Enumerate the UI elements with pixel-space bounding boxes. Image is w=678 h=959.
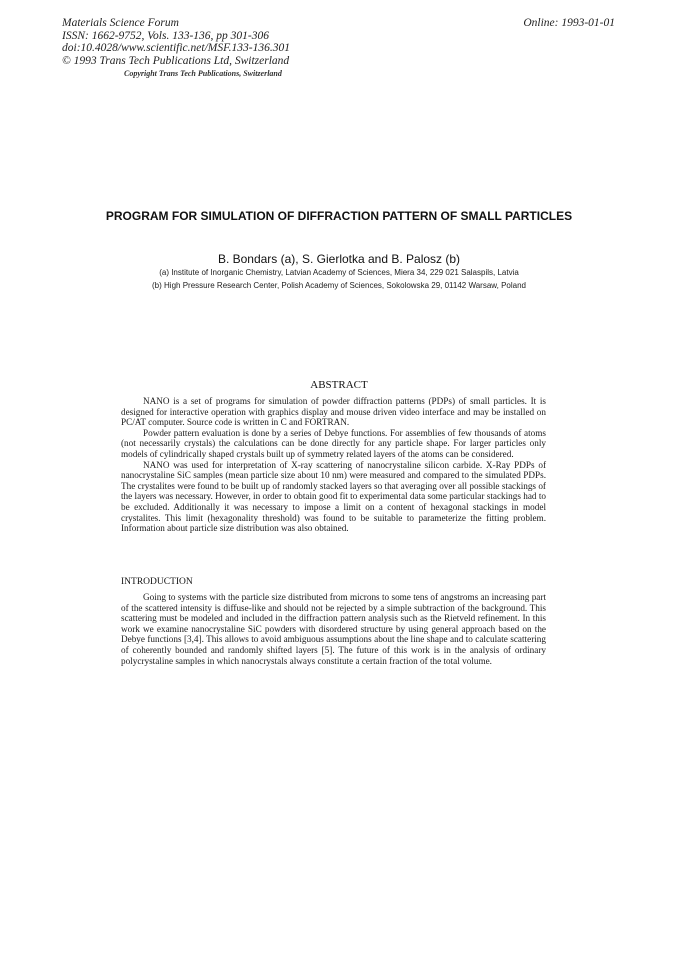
online-date: Online: 1993-01-01 (523, 17, 615, 29)
journal-name: Materials Science Forum (62, 17, 179, 29)
issn-line: ISSN: 1662-9752, Vols. 133-136, pp 301-306 (62, 29, 269, 42)
abstract-paragraph: Powder pattern evaluation is done by a series of Debye functions. For assemblies of few thousands of atoms (not necessarily crystals) the calculations can be done directly for any particle shape. For larger particles only models of cylindrically shaped crystals built up of symmetry related layers of the atoms can be considered. (121, 427, 546, 459)
paper-title: PROGRAM FOR SIMULATION OF DIFFRACTION PATTERN OF SMALL PARTICLES (105, 209, 573, 223)
publisher-line: © 1993 Trans Tech Publications Ltd, Switzerland (62, 54, 290, 67)
introduction-paragraph: Going to systems with the particle size distributed from microns to some tens of angstroms an increasing part of the scattered intensity is diffuse-like and should not be rejected by a simple subtraction of the background. This scattering must be modeled and included in the diffraction pattern analysis such as the Rietveld refinement. In this work we examine nanocrystaline SiC powders with disordered structure by using general approach based on the Debye functions [3,4]. This allows to avoid ambiguous assumptions about the line shape and to calculate scattering of coherently bounded and randomly shifted layers [5]. The future of this work is in the analysis of ordinary polycrystaline samples in which nanocrystals always constitute a certain fraction of the total volume. (121, 592, 546, 666)
abstract-paragraph: NANO is a set of programs for simulation of powder diffraction patterns (PDPs) of small particles. It is designed for interactive operation with graphics display and mouse driven video interface and may be installed on PC/AT computer. Source code is written in C and FORTRAN. (121, 396, 546, 428)
doi-link[interactable]: doi:10.4028/www.scientific.net/MSF.133-136.301 (62, 42, 290, 54)
affiliation-a: (a) Institute of Inorganic Chemistry, Latvian Academy of Sciences, Miera 34, 229 021 Salaspils, Latvia (159, 268, 519, 277)
introduction-heading: INTRODUCTION (121, 577, 193, 587)
copyright-line: Copyright Trans Tech Publications, Switzerland (124, 69, 282, 78)
affiliation-b: (b) High Pressure Research Center, Polish Academy of Sciences, Sokolowska 29, 01142 Warsaw, Poland (152, 281, 526, 290)
author-list: B. Bondars (a), S. Gierlotka and B. Palosz (b) (217, 252, 461, 266)
journal-header (62, 17, 290, 67)
abstract-paragraph: NANO was used for interpretation of X-ray scattering of nanocrystaline silicon carbide. X-Ray PDPs of nanocrystaline SiC samples (mean particle size about 10 nm) were measured and compared to the simulated PDPs. The crystalites were found to be built up of randomly stacked layers so that averaging over all possible stackings of the layers was necessary. However, in order to obtain good fit to experimental data some particular stackings had to be excluded. Additionally it was necessary to impose a limit on a content of hexagonal stackings in model crystalites. This limit (hexagonality threshold) was found to be suitable to parameterize the fitting problem. Information about particle size distribution was also obtained. (121, 459, 546, 534)
introduction-body (121, 592, 546, 666)
abstract-body (121, 396, 546, 534)
abstract-heading: ABSTRACT (310, 379, 368, 391)
